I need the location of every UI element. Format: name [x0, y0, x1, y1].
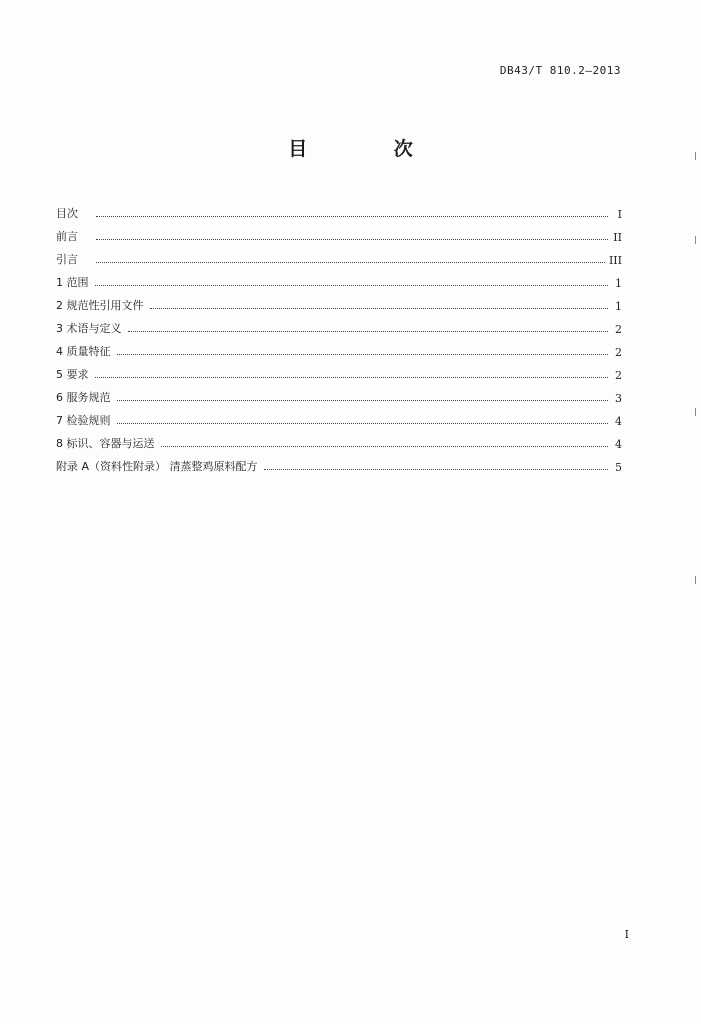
toc-entry-page: 3 [615, 392, 622, 405]
toc-leader-dots [161, 446, 609, 447]
toc-entry-label: 2 规范性引用文件 [56, 299, 144, 312]
toc-entry-page: 2 [615, 346, 622, 359]
toc-entry-label: 引言 [56, 253, 78, 266]
toc-entry-label: 3 术语与定义 [56, 322, 122, 335]
toc-leader-dots [128, 331, 609, 332]
toc-entry-page: 5 [615, 461, 622, 474]
toc-entry-page: 4 [615, 438, 622, 451]
toc-entry-page: I [617, 208, 622, 221]
toc-entry-label: 1 范围 [56, 276, 89, 289]
toc-entry-label: 前言 [56, 230, 78, 243]
toc-entry[interactable] [56, 359, 622, 382]
toc-entry-label: 8 标识、容器与运送 [56, 437, 155, 450]
toc-leader-dots [96, 239, 608, 240]
toc-entry-label: 5 要求 [56, 368, 89, 381]
toc-entry[interactable] [56, 336, 622, 359]
toc-entry[interactable] [56, 405, 622, 428]
toc-entry-page: 1 [615, 300, 622, 313]
toc-entry-page: 2 [615, 323, 622, 336]
toc-entry-page: 4 [615, 415, 622, 428]
toc-entry-page: 2 [615, 369, 622, 382]
toc-entry-label: 7 检验规则 [56, 414, 111, 427]
toc-leader-dots [95, 377, 609, 378]
toc-leader-dots [117, 354, 609, 355]
toc-entry[interactable] [56, 198, 622, 221]
toc-leader-dots [96, 262, 605, 263]
toc-entry-page: II [613, 231, 622, 244]
margin-scan-mark [695, 408, 696, 416]
page-number: I [624, 928, 629, 941]
toc-leader-dots [117, 400, 609, 401]
margin-scan-mark [695, 236, 696, 244]
standard-code: DB43/T 810.2—2013 [499, 64, 621, 77]
toc-entry-label: 4 质量特征 [56, 345, 111, 358]
page-title [0, 134, 701, 161]
toc-entry-page: 1 [615, 277, 622, 290]
margin-scan-mark [695, 152, 696, 160]
toc-entry[interactable] [56, 313, 622, 336]
toc-entry-label: 附录 A（资料性附录） 清蒸整鸡原料配方 [56, 460, 258, 473]
toc-entry[interactable] [56, 428, 622, 451]
toc-entry-label: 目次 [56, 207, 78, 220]
toc-entry[interactable] [56, 244, 622, 267]
toc-entry[interactable] [56, 382, 622, 405]
toc-entry-label: 6 服务规范 [56, 391, 111, 404]
toc-leader-dots [95, 285, 609, 286]
page-title-text: 目 次 [288, 138, 453, 160]
toc-leader-dots [264, 469, 608, 470]
table-of-contents [56, 198, 622, 474]
margin-scan-mark [695, 576, 696, 584]
toc-leader-dots [150, 308, 609, 309]
toc-entry[interactable] [56, 221, 622, 244]
toc-entry[interactable] [56, 290, 622, 313]
toc-leader-dots [117, 423, 609, 424]
toc-entry[interactable] [56, 451, 622, 474]
toc-entry-page: III [608, 254, 622, 267]
toc-entry[interactable] [56, 267, 622, 290]
toc-leader-dots [96, 216, 608, 217]
